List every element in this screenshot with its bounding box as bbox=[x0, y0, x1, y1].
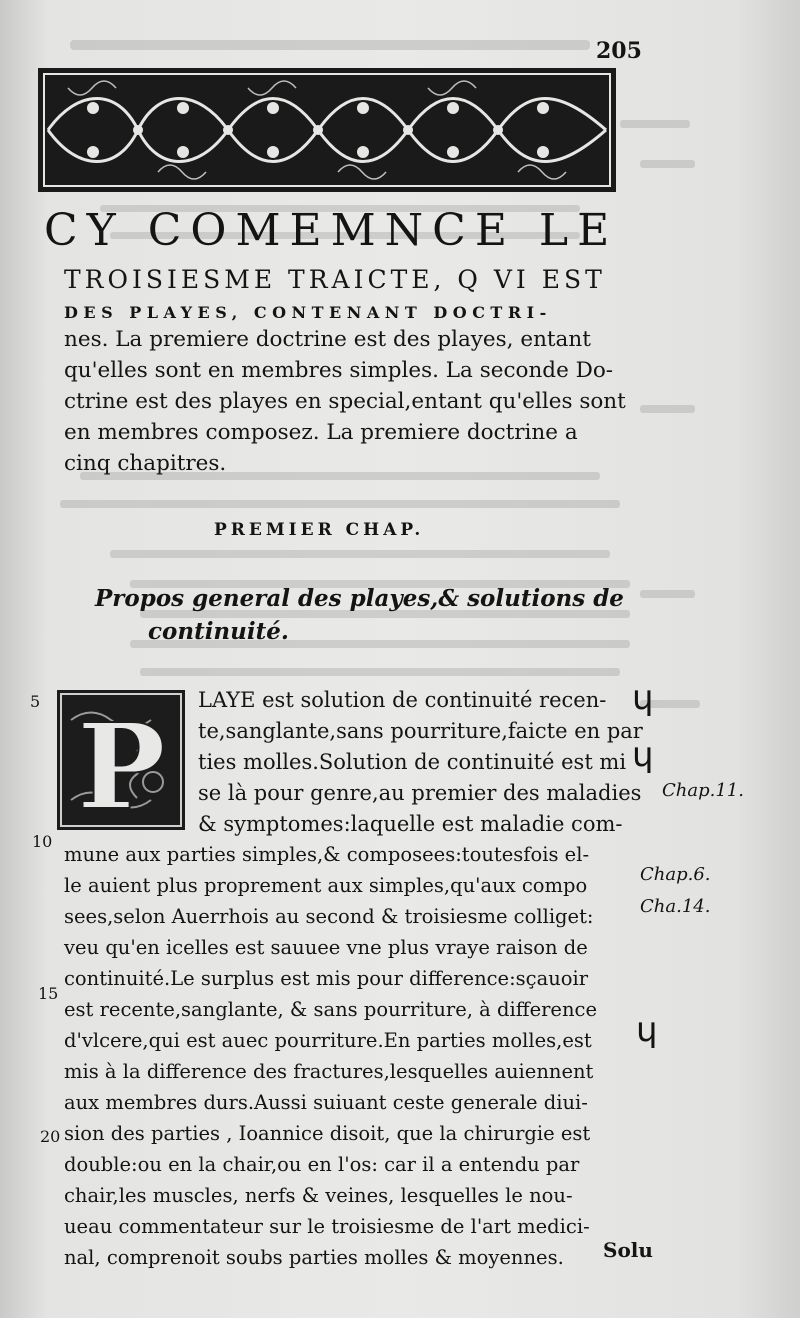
margin-reference: Chap.6. bbox=[640, 864, 711, 885]
chapter-heading: PREMIER CHAP. bbox=[214, 520, 425, 540]
intro-line: cinq chapitres. bbox=[64, 451, 227, 476]
body-line: continuité.Le surplus est mis pour difference:sçauoir bbox=[64, 967, 589, 990]
intro-line: nes. La premiere doctrine est des playes, entant bbox=[64, 327, 591, 352]
intro-line: ctrine est des playes en special,entant qu'elles sont bbox=[64, 389, 626, 414]
intro-line: qu'elles sont en membres simples. La seconde Do- bbox=[64, 358, 614, 383]
line-number: 10 bbox=[32, 832, 53, 851]
handwritten-mark: ɥ bbox=[632, 678, 654, 718]
body-line: d'vlcere,qui est auec pourriture.En parties molles,est bbox=[64, 1029, 592, 1052]
body-line: chair,les muscles, nerfs & veines, lesquelles le nou- bbox=[64, 1184, 573, 1207]
body-line: se là pour genre,au premier des maladies bbox=[198, 781, 642, 805]
section-heading: CY COMEMNCE LE bbox=[44, 205, 619, 256]
body-line: aux membres durs.Aussi suiuant ceste generale diui- bbox=[64, 1091, 588, 1114]
body-line: nal, comprenoit soubs parties molles & moyennes. bbox=[64, 1246, 564, 1269]
drop-capital bbox=[57, 690, 185, 830]
line-number: 15 bbox=[38, 984, 59, 1003]
body-line: sees,selon Auerrhois au second & troisiesme colliget: bbox=[64, 905, 594, 928]
handwritten-mark: ɥ bbox=[632, 735, 654, 775]
chapter-title: continuité. bbox=[148, 618, 289, 645]
body-line: double:ou en la chair,ou en l'os: car il a entendu par bbox=[64, 1153, 580, 1176]
section-subheading: TROISIESME TRAICTE, Q VI EST bbox=[64, 265, 606, 294]
line-number: 20 bbox=[40, 1127, 61, 1146]
body-line: LAYE est solution de continuité recen- bbox=[198, 688, 607, 712]
line-number: 5 bbox=[30, 692, 41, 711]
intro-line: en membres composez. La premiere doctrine a bbox=[64, 420, 578, 445]
drop-capital-letter: P bbox=[77, 697, 166, 830]
body-line: le auient plus proprement aux simples,qu'aux compo bbox=[64, 874, 588, 897]
catchword: Solu bbox=[603, 1238, 653, 1262]
body-line: mune aux parties simples,& composees:toutesfois el- bbox=[64, 843, 590, 866]
margin-reference: Chap.11. bbox=[662, 780, 744, 801]
body-line: mis à la difference des fractures,lesquelles auiennent bbox=[64, 1060, 594, 1083]
chapter-title: Propos general des playes,& solutions de bbox=[95, 585, 624, 612]
body-line: ueau commentateur sur le troisiesme de l'art medici- bbox=[64, 1215, 590, 1238]
section-subheading-continued: DES PLAYES, CONTENANT DOCTRI- bbox=[64, 303, 552, 322]
headpiece-ornament bbox=[38, 68, 616, 192]
body-line: ties molles.Solution de continuité est mi bbox=[198, 750, 627, 774]
body-line: est recente,sanglante, & sans pourriture, à difference bbox=[64, 998, 597, 1021]
body-line: & symptomes:laquelle est maladie com- bbox=[198, 812, 623, 836]
body-line: veu qu'en icelles est sauuee vne plus vraye raison de bbox=[64, 936, 588, 959]
body-line: sion des parties , Ioannice disoit, que la chirurgie est bbox=[64, 1122, 591, 1145]
body-line: te,sanglante,sans pourriture,faicte en par bbox=[198, 719, 643, 743]
margin-reference: Cha.14. bbox=[640, 896, 711, 917]
handwritten-mark: ɥ bbox=[636, 1010, 658, 1050]
page-number: 205 bbox=[596, 38, 642, 64]
drop-capital-frame bbox=[57, 690, 185, 830]
